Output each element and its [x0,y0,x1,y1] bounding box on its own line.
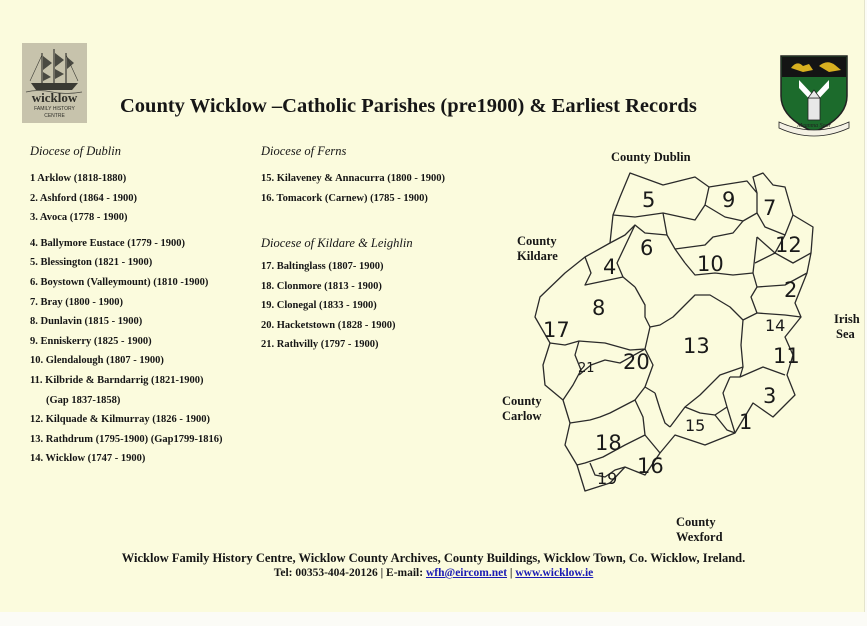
county-crest [773,52,855,138]
boundary [645,435,660,453]
boundary [613,187,709,220]
parish-entry: 21. Rathvilly (1797 - 1900) [261,339,379,351]
crest-motto: Meanma Saor [797,123,831,129]
parish-map [495,145,865,550]
region-label: 21 [578,361,595,376]
parish-entry: 2. Ashford (1864 - 1900) [30,192,138,204]
boundary [675,221,743,249]
neighbor-county-wexford-2: Wexford [676,530,723,544]
region-label: 13 [683,334,710,358]
boundary [757,273,807,287]
parish-entry: 6. Boystown (Valleymount) (1810 -1900) [30,276,209,288]
region-label: 4 [603,255,617,279]
boundary [610,225,667,243]
page-title: County Wicklow –Catholic Parishes (pre1900) & Earliest Records [120,95,697,117]
boundary [655,393,670,427]
parish-entry: 13. Rathdrum (1795-1900) (Gap1799-1816) [30,433,223,445]
boundary [635,287,650,327]
region-label: 12 [775,233,802,257]
parish-entry: 16. Tomacork (Carnew) (1785 - 1900) [261,192,428,204]
parish-entry: 18. Clonmore (1813 - 1900) [261,280,382,292]
email-link[interactable]: wfh@eircom.net [425,567,508,579]
footer-telephone: Tel: 00353-404-20126 | [273,567,384,579]
diocese-dublin-heading: Diocese of Dublin [30,144,121,158]
neighbor-county-kildare-2: Kildare [517,249,558,263]
boundary [751,237,757,313]
neighbor-county-carlow: County [502,394,542,408]
parish-number-labels [543,188,802,488]
parish-entry: 11. Kilbride & Barndarrig (1821-1900) [30,374,204,386]
region-label: 6 [640,236,654,260]
region-label: 15 [685,416,706,435]
region-label: 3 [763,384,777,408]
boundary [670,367,743,427]
boundary [617,225,635,277]
neighbor-county-wexford: County [676,515,716,529]
region-label: 17 [543,318,570,342]
boundary [743,313,757,320]
boundary [663,213,685,263]
parish-entry: 19. Clonegal (1833 - 1900) [261,300,377,312]
region-label: 10 [697,252,724,276]
footer-email-label: E-mail: [386,567,424,579]
parish-entry: 20. Hacketstown (1828 - 1900) [261,319,396,331]
dublin-parish-list [30,169,223,469]
neighbor-labels [502,150,860,544]
neighbor-irish-sea-2: Sea [836,327,855,341]
boundary [635,387,645,400]
parish-entry: 17. Baltinglass (1807- 1900) [261,261,384,272]
region-label: 2 [784,278,798,302]
region-label: 7 [763,196,777,220]
parish-entry: 7. Bray (1800 - 1900) [30,296,124,308]
region-label: 19 [597,469,618,488]
footer-separator: | [509,567,513,579]
neighbor-irish-sea: Irish [834,312,860,326]
region-label: 1 [739,410,753,434]
region-label: 11 [773,344,800,368]
logo-subtitle-2: CENTRE [44,113,65,119]
parish-entry: 12. Kilquade & Kilmurray (1826 - 1900) [30,414,210,426]
region-label: 8 [592,296,606,320]
kildare-parish-list [261,257,395,355]
parish-entry: 14. Wicklow (1747 - 1900) [30,453,146,465]
diocese-kildare-heading: Diocese of Kildare & Leighlin [261,236,413,250]
parish-gap-note: (Gap 1837-1858) [46,394,121,406]
neighbor-county-dublin: County Dublin [611,150,691,164]
region-label: 20 [623,350,650,374]
neighbor-county-carlow-2: Carlow [502,409,542,423]
parish-entry: 9. Enniskerry (1825 - 1900) [30,335,152,347]
parish-entry: 8. Dunlavin (1815 - 1900) [30,316,143,328]
region-label: 5 [642,188,656,212]
boundary [685,407,727,415]
region-label: 9 [722,188,736,212]
parish-entry: 4. Ballymore Eustace (1779 - 1900) [30,237,185,249]
diocese-ferns-heading: Diocese of Ferns [261,144,347,158]
parish-entry: 5. Blessington (1821 - 1900) [30,257,153,269]
region-label: 16 [637,454,664,478]
parish-entry: 1 Arklow (1818-1880) [30,173,127,184]
logo-word: wicklow [31,90,78,105]
footer-contact [0,567,867,579]
logo-subtitle: FAMILY HISTORY [34,106,75,112]
wfhc-logo [22,43,87,123]
neighbor-county-kildare: County [517,234,557,248]
footer-address: Wicklow Family History Centre, Wicklow County Archives, County Buildings, Wicklow Town, Co. Wicklow, Ireland. [121,551,746,565]
website-link[interactable]: www.wicklow.ie [515,567,594,579]
parish-entry: 10. Glendalough (1807 - 1900) [30,355,164,367]
boundary [723,377,735,433]
parish-entry: 3. Avoca (1778 - 1900) [30,212,128,224]
parish-entry: 15. Kilaveney & Annacurra (1800 - 1900) [261,173,446,184]
region-label: 18 [595,431,622,455]
region-label: 14 [765,316,786,335]
ferns-parish-list [261,169,445,208]
